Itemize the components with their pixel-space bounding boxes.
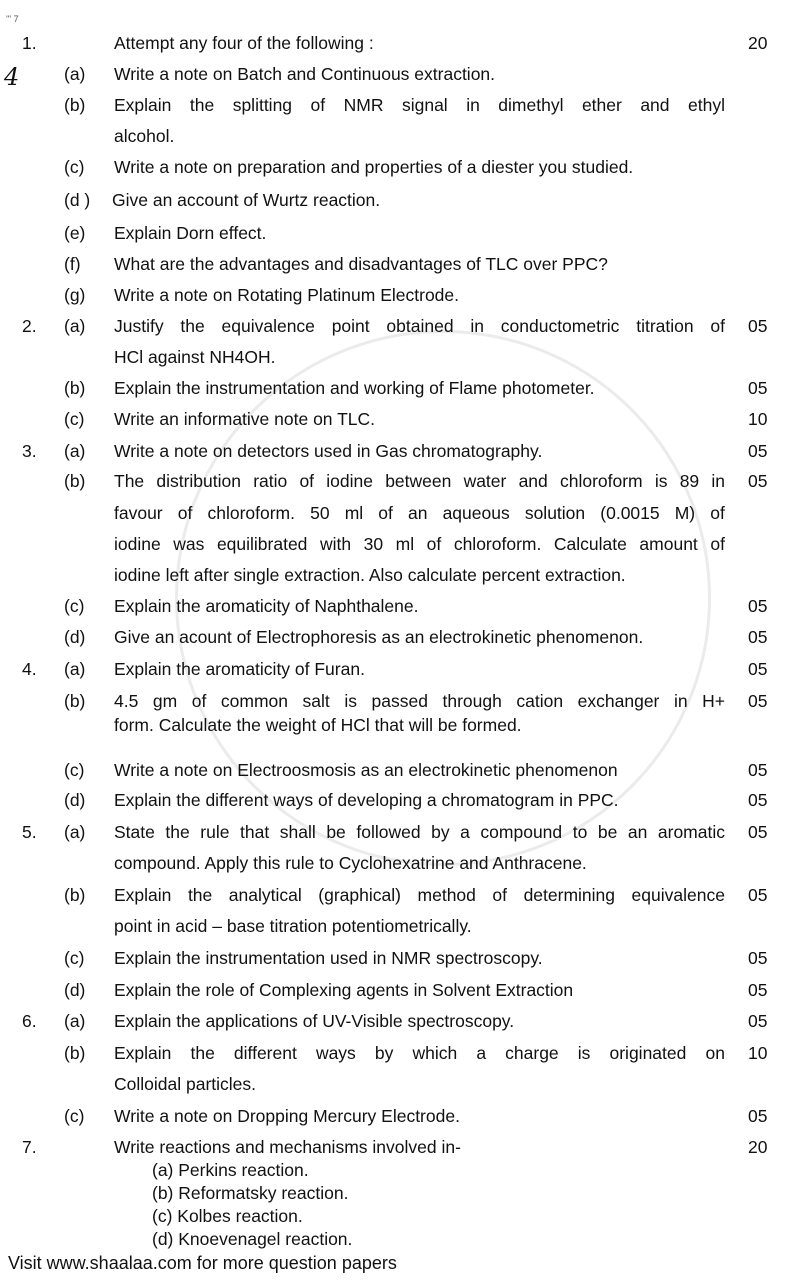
question-row [0, 564, 800, 586]
sub-question-label: (b) [64, 378, 86, 398]
question-text: compound. Apply this rule to Cyclohexatrine and Anthracene. [114, 853, 587, 873]
question-row [0, 502, 800, 524]
marks: 05 [748, 691, 768, 711]
marks: 05 [748, 822, 768, 842]
word: the [190, 1043, 215, 1063]
question-row [0, 979, 800, 1001]
word: in [466, 95, 480, 115]
question-number: 1. [22, 33, 37, 53]
question-text: What are the advantages and disadvantages of TLC over PPC? [114, 254, 608, 274]
question-row [0, 32, 800, 54]
word: with [319, 534, 352, 554]
sub-question-label: (f) [64, 254, 81, 274]
word: of [710, 534, 725, 554]
sub-question-label: (a) [64, 659, 86, 679]
word: analytical [228, 885, 302, 905]
word: shall [279, 822, 316, 842]
word: followed [356, 822, 421, 842]
word: the [189, 95, 215, 115]
question-text: Give an account of Wurtz reaction. [112, 190, 381, 210]
question-number: 3. [22, 441, 37, 461]
word: by [431, 822, 450, 842]
question-row [0, 94, 800, 116]
word: rule [200, 822, 230, 842]
question-row [0, 1105, 800, 1127]
question-row [0, 884, 800, 906]
word: that [240, 822, 270, 842]
sub-question-label: (c) [64, 1106, 85, 1126]
word: 50 [310, 503, 330, 523]
word: of [310, 95, 326, 115]
question-text: Write a note on preparation and properties of a diester you studied. [114, 157, 634, 177]
word: Explain [114, 1043, 172, 1063]
word: equilibrated [216, 534, 308, 554]
word: compound [480, 822, 563, 842]
sub-question-label: (a) [64, 316, 86, 336]
question-text: Explain the instrumentation used in NMR spectroscopy. [114, 948, 543, 968]
word: iodine [114, 534, 161, 554]
sub-question-label: (c) [64, 409, 85, 429]
question-row [0, 222, 800, 244]
word: by [374, 1043, 394, 1063]
word: chloroform. [453, 534, 542, 554]
question-text: Write a note on Rotating Platinum Electrode. [114, 285, 460, 305]
word: ml [395, 534, 415, 554]
word: chloroform [559, 471, 643, 491]
word: iodine [326, 471, 373, 491]
word: favour [114, 503, 163, 523]
word: a [460, 822, 470, 842]
word: dimethyl [498, 95, 564, 115]
question-row [0, 533, 800, 555]
word: obtained [386, 316, 454, 336]
word: distribution [156, 471, 241, 491]
question-row [0, 1010, 800, 1032]
word: of [191, 691, 207, 711]
sub-question-label: (d) [64, 980, 86, 1000]
question-row [0, 377, 800, 399]
question-text: Explain the aromaticity of Furan. [114, 659, 365, 679]
marks: 05 [748, 471, 768, 491]
word: of [378, 503, 393, 523]
word: of [426, 534, 442, 554]
question-text [114, 690, 725, 712]
word: of [299, 471, 315, 491]
marks: 10 [748, 1043, 768, 1063]
question-row [0, 1228, 800, 1250]
sub-question-label: (c) [64, 596, 85, 616]
word: ways [315, 1043, 356, 1063]
marks: 05 [748, 948, 768, 968]
question-text: Explain the different ways of developing a chromatogram in PPC. [114, 790, 619, 810]
question-number: 5. [22, 822, 37, 842]
word: is [344, 691, 357, 711]
question-text: Write a note on Dropping Mercury Electrode. [114, 1106, 460, 1126]
word: method [417, 885, 476, 905]
word: of [177, 503, 193, 523]
word: an [407, 503, 428, 523]
word: The [114, 471, 145, 491]
word: a [476, 1043, 487, 1063]
question-text [114, 884, 725, 906]
question-text: Explain the aromaticity of Naphthalene. [114, 596, 419, 616]
sub-question-label: (b) [64, 885, 86, 905]
word: ratio [253, 471, 288, 491]
question-row [0, 125, 800, 147]
question-text [114, 533, 725, 555]
word: (graphical) [318, 885, 401, 905]
question-row [0, 789, 800, 811]
question-text: Write a note on Electroosmosis as an electrokinetic phenomenon [114, 760, 618, 780]
word: conductometric [500, 316, 620, 336]
word: ether [581, 95, 622, 115]
word: water [463, 471, 507, 491]
word: aqueous [442, 503, 510, 523]
sub-question-label: (b) [64, 471, 86, 491]
word: was [173, 534, 205, 554]
sub-question-label: (b) [64, 1043, 86, 1063]
question-number: 4. [22, 659, 37, 679]
word: of [492, 885, 508, 905]
question-text: Attempt any four of the following : [114, 33, 374, 53]
word: solution [524, 503, 586, 523]
word: the [165, 822, 190, 842]
question-row [0, 1159, 800, 1181]
word: and [518, 471, 548, 491]
marks: 05 [748, 1106, 768, 1126]
marks: 20 [748, 33, 768, 53]
question-text: point in acid – base titration potentiometrically. [114, 916, 472, 936]
word: (0.0015 [600, 503, 660, 523]
word: titration [636, 316, 694, 336]
word: and [640, 95, 670, 115]
sub-question-label: (g) [64, 285, 86, 305]
question-number: 6. [22, 1011, 37, 1031]
question-text: HCl against NH4OH. [114, 347, 276, 367]
word: Explain [114, 885, 172, 905]
marks: 05 [748, 316, 768, 336]
word: aromatic [657, 822, 725, 842]
question-text: Colloidal particles. [114, 1074, 257, 1094]
question-text: Write a note on detectors used in Gas chromatography. [114, 441, 543, 461]
question-text: form. Calculate the weight of HCl that will be formed. [114, 715, 522, 735]
word: equivalence [631, 885, 725, 905]
word: to [572, 822, 588, 842]
marks: 05 [748, 596, 768, 616]
question-text: alcohol. [114, 126, 175, 146]
question-row [0, 189, 800, 211]
sub-question-label: (d) [64, 627, 86, 647]
sub-question-label: (c) [64, 760, 85, 780]
word: gm [152, 691, 178, 711]
question-text: Explain the instrumentation and working of Flame photometer. [114, 378, 595, 398]
question-row [0, 284, 800, 306]
question-text [114, 94, 725, 116]
footer-note: Visit www.shaalaa.com for more question papers [8, 1253, 397, 1273]
word: which [412, 1043, 458, 1063]
question-text: Explain the applications of UV-Visible spectroscopy. [114, 1011, 515, 1031]
question-row [0, 714, 800, 736]
word: between [385, 471, 452, 491]
word: be [597, 822, 618, 842]
sub-question-label: (d ) [64, 190, 91, 210]
marks: 20 [748, 1137, 768, 1157]
marks: 05 [748, 627, 768, 647]
sub-question-label: (b) [64, 95, 86, 115]
question-text: Give an acount of Electrophoresis as an electrokinetic phenomenon. [114, 627, 644, 647]
word: in [470, 316, 484, 336]
word: an [627, 822, 648, 842]
word: on [705, 1043, 725, 1063]
question-row [0, 346, 800, 368]
word: originated [609, 1043, 687, 1063]
marks: 05 [748, 441, 768, 461]
word: cation [516, 691, 564, 711]
word: ethyl [688, 95, 725, 115]
word: chloroform. [207, 503, 295, 523]
word: H+ [702, 691, 725, 711]
question-text: (a) Perkins reaction. [152, 1160, 309, 1180]
word: common [220, 691, 288, 711]
question-row [0, 1182, 800, 1204]
sub-question-label: (a) [64, 1011, 86, 1031]
question-text [114, 502, 725, 524]
marks: 10 [748, 409, 768, 429]
question-row [0, 156, 800, 178]
marks: 05 [748, 980, 768, 1000]
word: 89 [679, 471, 700, 491]
sub-question-label: (c) [64, 157, 85, 177]
word: 4.5 [114, 691, 139, 711]
question-row [0, 1205, 800, 1227]
word: the [180, 316, 205, 336]
word: State [114, 822, 155, 842]
word: passed [371, 691, 428, 711]
word: of [710, 503, 725, 523]
question-row [0, 947, 800, 969]
question-row [0, 1136, 800, 1158]
question-row [0, 63, 800, 85]
question-row [0, 759, 800, 781]
question-number: 2. [22, 316, 37, 336]
word: point [331, 316, 370, 336]
question-text [114, 1042, 725, 1064]
word: charge [505, 1043, 559, 1063]
word: determining [523, 885, 616, 905]
question-text [114, 821, 725, 843]
word: M) [674, 503, 696, 523]
margin-handwritten-mark: 4 [4, 63, 20, 91]
marks: 05 [748, 1011, 768, 1031]
question-text: iodine left after single extraction. Also calculate percent extraction. [114, 565, 626, 585]
word: in [673, 691, 688, 711]
word: of [710, 316, 725, 336]
word: be [326, 822, 346, 842]
question-text [114, 470, 725, 492]
sub-question-label: (d) [64, 790, 86, 810]
word: salt [302, 691, 330, 711]
sub-question-label: (e) [64, 223, 86, 243]
marks: 05 [748, 885, 768, 905]
corner-mark: ''' 7 [6, 14, 19, 24]
question-row [0, 1042, 800, 1064]
sub-question-label: (a) [64, 441, 86, 461]
sub-question-label: (a) [64, 64, 86, 84]
word: is [654, 471, 668, 491]
marks: 05 [748, 760, 768, 780]
question-row [0, 658, 800, 680]
word: equivalence [221, 316, 315, 336]
question-row [0, 440, 800, 462]
sub-question-label: (b) [64, 691, 86, 711]
word: Explain [114, 95, 172, 115]
question-text: (d) Knoevenagel reaction. [152, 1229, 353, 1249]
question-text: Write a note on Batch and Continuous extraction. [114, 64, 496, 84]
word: the [187, 885, 213, 905]
word: NMR [343, 95, 384, 115]
question-row [0, 253, 800, 275]
marks: 05 [748, 659, 768, 679]
word: different [233, 1043, 297, 1063]
word: ml [344, 503, 364, 523]
question-text: Explain Dorn effect. [114, 223, 267, 243]
sub-question-label: (a) [64, 822, 86, 842]
question-row [0, 626, 800, 648]
question-row [0, 915, 800, 937]
word: signal [401, 95, 448, 115]
word: through [442, 691, 502, 711]
question-row [0, 408, 800, 430]
marks: 05 [748, 378, 768, 398]
question-text: (b) Reformatsky reaction. [152, 1183, 349, 1203]
question-row [0, 1073, 800, 1095]
question-row [0, 690, 800, 712]
question-text: Write reactions and mechanisms involved in- [114, 1137, 461, 1157]
question-text: (c) Kolbes reaction. [152, 1206, 303, 1226]
question-row [0, 315, 800, 337]
word: in [711, 471, 725, 491]
word: splitting [232, 95, 293, 115]
question-text [114, 315, 725, 337]
marks: 05 [748, 790, 768, 810]
sub-question-label: (c) [64, 948, 85, 968]
word: exchanger [577, 691, 660, 711]
word: 30 [363, 534, 384, 554]
word: is [577, 1043, 591, 1063]
question-text: Explain the role of Complexing agents in Solvent Extraction [114, 980, 574, 1000]
word: amount [639, 534, 698, 554]
question-row [0, 821, 800, 843]
word: Calculate [553, 534, 627, 554]
word: Justify [114, 316, 164, 336]
question-row [0, 852, 800, 874]
question-text: Write an informative note on TLC. [114, 409, 376, 429]
question-row [0, 470, 800, 492]
question-row [0, 595, 800, 617]
question-number: 7. [22, 1137, 37, 1157]
